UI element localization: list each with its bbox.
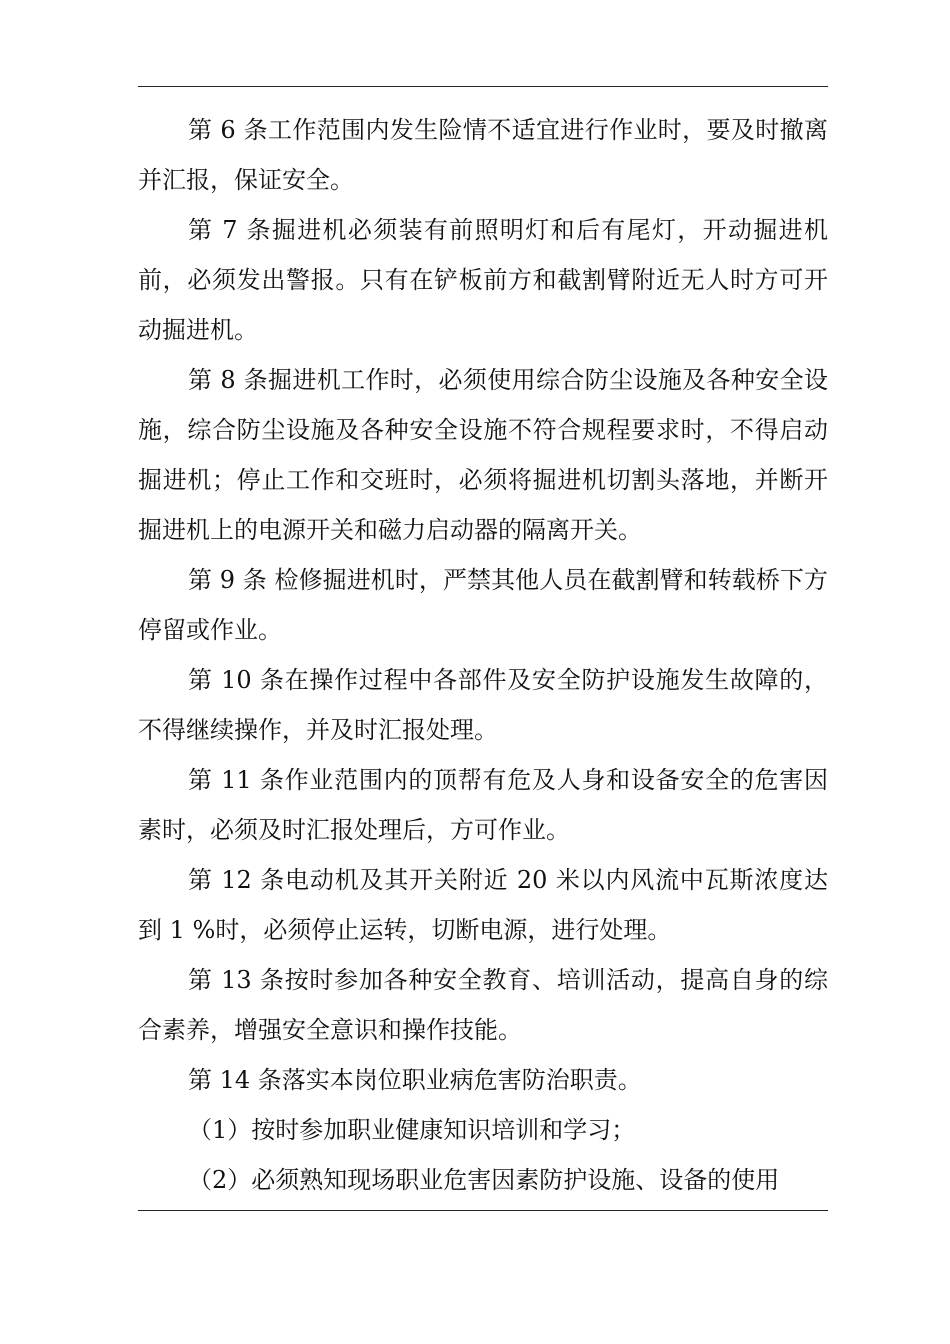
- paragraph-article-10: 第 10 条在操作过程中各部件及安全防护设施发生故障的，不得继续操作，并及时汇报处理。: [138, 666, 828, 744]
- header-rule: [138, 86, 828, 87]
- list-item-1: （1）按时参加职业健康知识培训和学习；: [188, 1116, 636, 1144]
- list-item-2: （2）必须熟知现场职业危害因素防护设施、设备的使用: [188, 1166, 780, 1194]
- document-body: [138, 105, 828, 1205]
- paragraph-article-13: 第 13 条按时参加各种安全教育、培训活动，提高自身的综合素养，增强安全意识和操作技能。: [138, 966, 828, 1044]
- paragraph-article-12: 第 12 条电动机及其开关附近 20 米以内风流中瓦斯浓度达到 1 %时，必须停止运转，切断电源，进行处理。: [138, 866, 828, 944]
- paragraph-article-11: 第 11 条作业范围内的顶帮有危及人身和设备安全的危害因素时，必须及时汇报处理后，方可作业。: [138, 766, 828, 844]
- footer-rule: [138, 1210, 828, 1211]
- paragraph-article-8: 第 8 条掘进机工作时，必须使用综合防尘设施及各种安全设施，综合防尘设施及各种安全设施不符合规程要求时，不得启动掘进机；停止工作和交班时，必须将掘进机切割头落地，并断开掘进机上的电源开关和磁力启动器的隔离开关。: [138, 366, 828, 544]
- paragraph-article-9: 第 9 条 检修掘进机时，严禁其他人员在截割臂和转载桥下方停留或作业。: [138, 566, 828, 644]
- paragraph-article-6: 第 6 条工作范围内发生险情不适宜进行作业时，要及时撤离并汇报，保证安全。: [138, 116, 828, 194]
- paragraph-article-14: 第 14 条落实本岗位职业病危害防治职责。: [188, 1066, 642, 1094]
- paragraph-article-7: 第 7 条掘进机必须装有前照明灯和后有尾灯，开动掘进机前，必须发出警报。只有在铲板前方和截割臂附近无人时方可开动掘进机。: [138, 216, 828, 344]
